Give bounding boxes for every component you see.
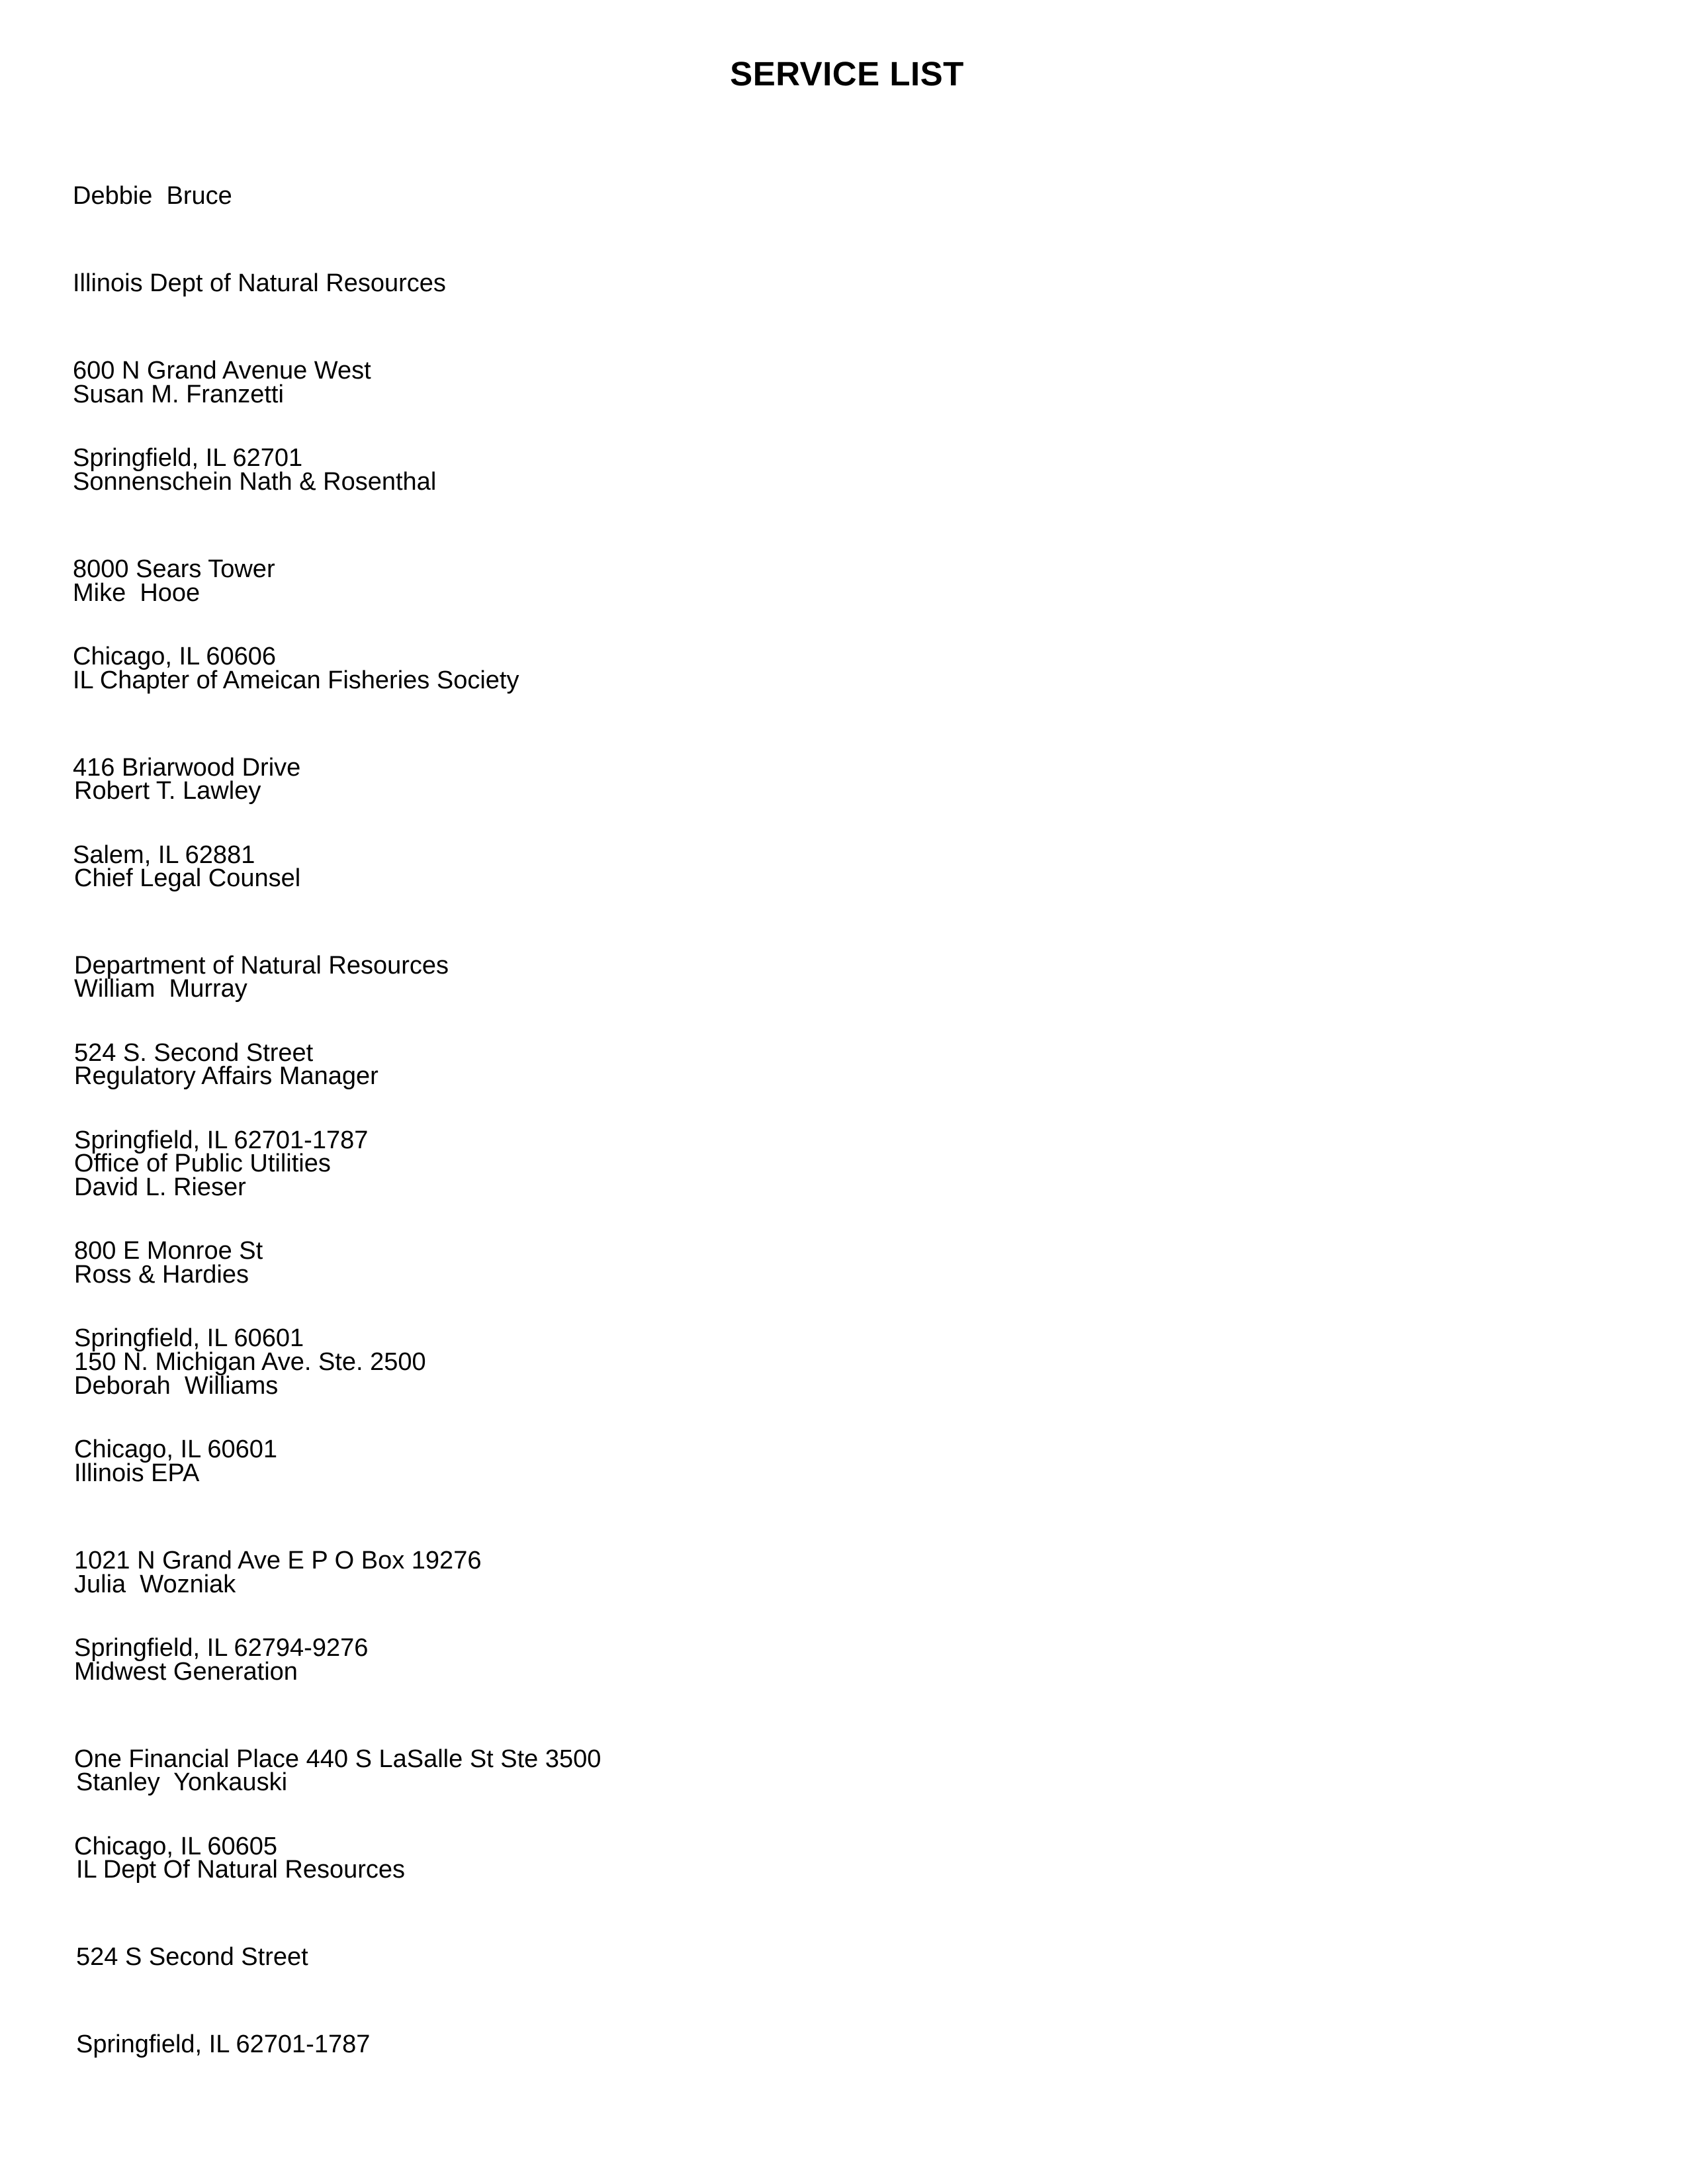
- entry-organization: Department of Natural Resources: [74, 952, 449, 979]
- entry-organization: IL Dept Of Natural Resources: [76, 1856, 406, 1884]
- entry-name: Mike Hooe: [73, 579, 201, 607]
- entry-city: Chicago, IL 60606: [73, 643, 277, 670]
- entry-street: 416 Briarwood Drive: [73, 754, 301, 782]
- entry-city: Springfield, IL 62701-1787: [76, 2030, 371, 2058]
- page-title: SERVICE LIST: [730, 55, 964, 93]
- entry-name: Robert T. Lawley: [74, 777, 261, 805]
- entry-organization: Illinois EPA: [74, 1459, 200, 1487]
- entry-organization: Ross & Hardies: [74, 1261, 249, 1289]
- entry-street: 524 S. Second Street: [74, 1039, 314, 1067]
- entry-street: 150 N. Michigan Ave. Ste. 2500: [74, 1348, 426, 1376]
- entry-name: Susan M. Franzetti: [73, 381, 284, 408]
- entry-street: 524 S Second Street: [76, 1943, 308, 1971]
- entry-organization: Office of Public Utilities: [74, 1150, 331, 1177]
- entry-name: David L. Rieser: [74, 1173, 246, 1201]
- entry-street: 800 E Monroe St: [74, 1237, 263, 1265]
- entry-street: 1021 N Grand Ave E P O Box 19276: [74, 1547, 482, 1574]
- entry-organization: Sonnenschein Nath & Rosenthal: [73, 468, 437, 496]
- entry-name: Deborah Williams: [74, 1372, 279, 1400]
- entry-street: One Financial Place 440 S LaSalle St Ste 3500: [74, 1745, 602, 1773]
- entry-street: 8000 Sears Tower: [73, 555, 275, 583]
- entry-street: 600 N Grand Avenue West: [73, 357, 371, 385]
- entry-city: Salem, IL 62881: [73, 841, 255, 869]
- service-entry: [76, 1709, 405, 2088]
- entry-city: Chicago, IL 60605: [74, 1833, 278, 1860]
- entry-city: Chicago, IL 60601: [74, 1435, 278, 1463]
- entry-city: Springfield, IL 62794-9276: [74, 1634, 369, 1662]
- entry-title: Regulatory Affairs Manager: [74, 1062, 379, 1090]
- entry-name: Debbie Bruce: [73, 182, 232, 210]
- entry-title: Chief Legal Counsel: [74, 864, 301, 892]
- entry-organization: Illinois Dept of Natural Resources: [73, 269, 446, 297]
- entry-organization: Midwest Generation: [74, 1658, 298, 1686]
- entry-name: William Murray: [74, 975, 247, 1003]
- entry-city: Springfield, IL 62701-1787: [74, 1126, 369, 1154]
- entry-city: Springfield, IL 62701: [73, 444, 303, 472]
- entry-name: Julia Wozniak: [74, 1570, 236, 1598]
- entry-organization: IL Chapter of Ameican Fisheries Society: [73, 666, 519, 694]
- entry-name: Stanley Yonkauski: [76, 1768, 288, 1796]
- entry-city: Springfield, IL 60601: [74, 1324, 304, 1352]
